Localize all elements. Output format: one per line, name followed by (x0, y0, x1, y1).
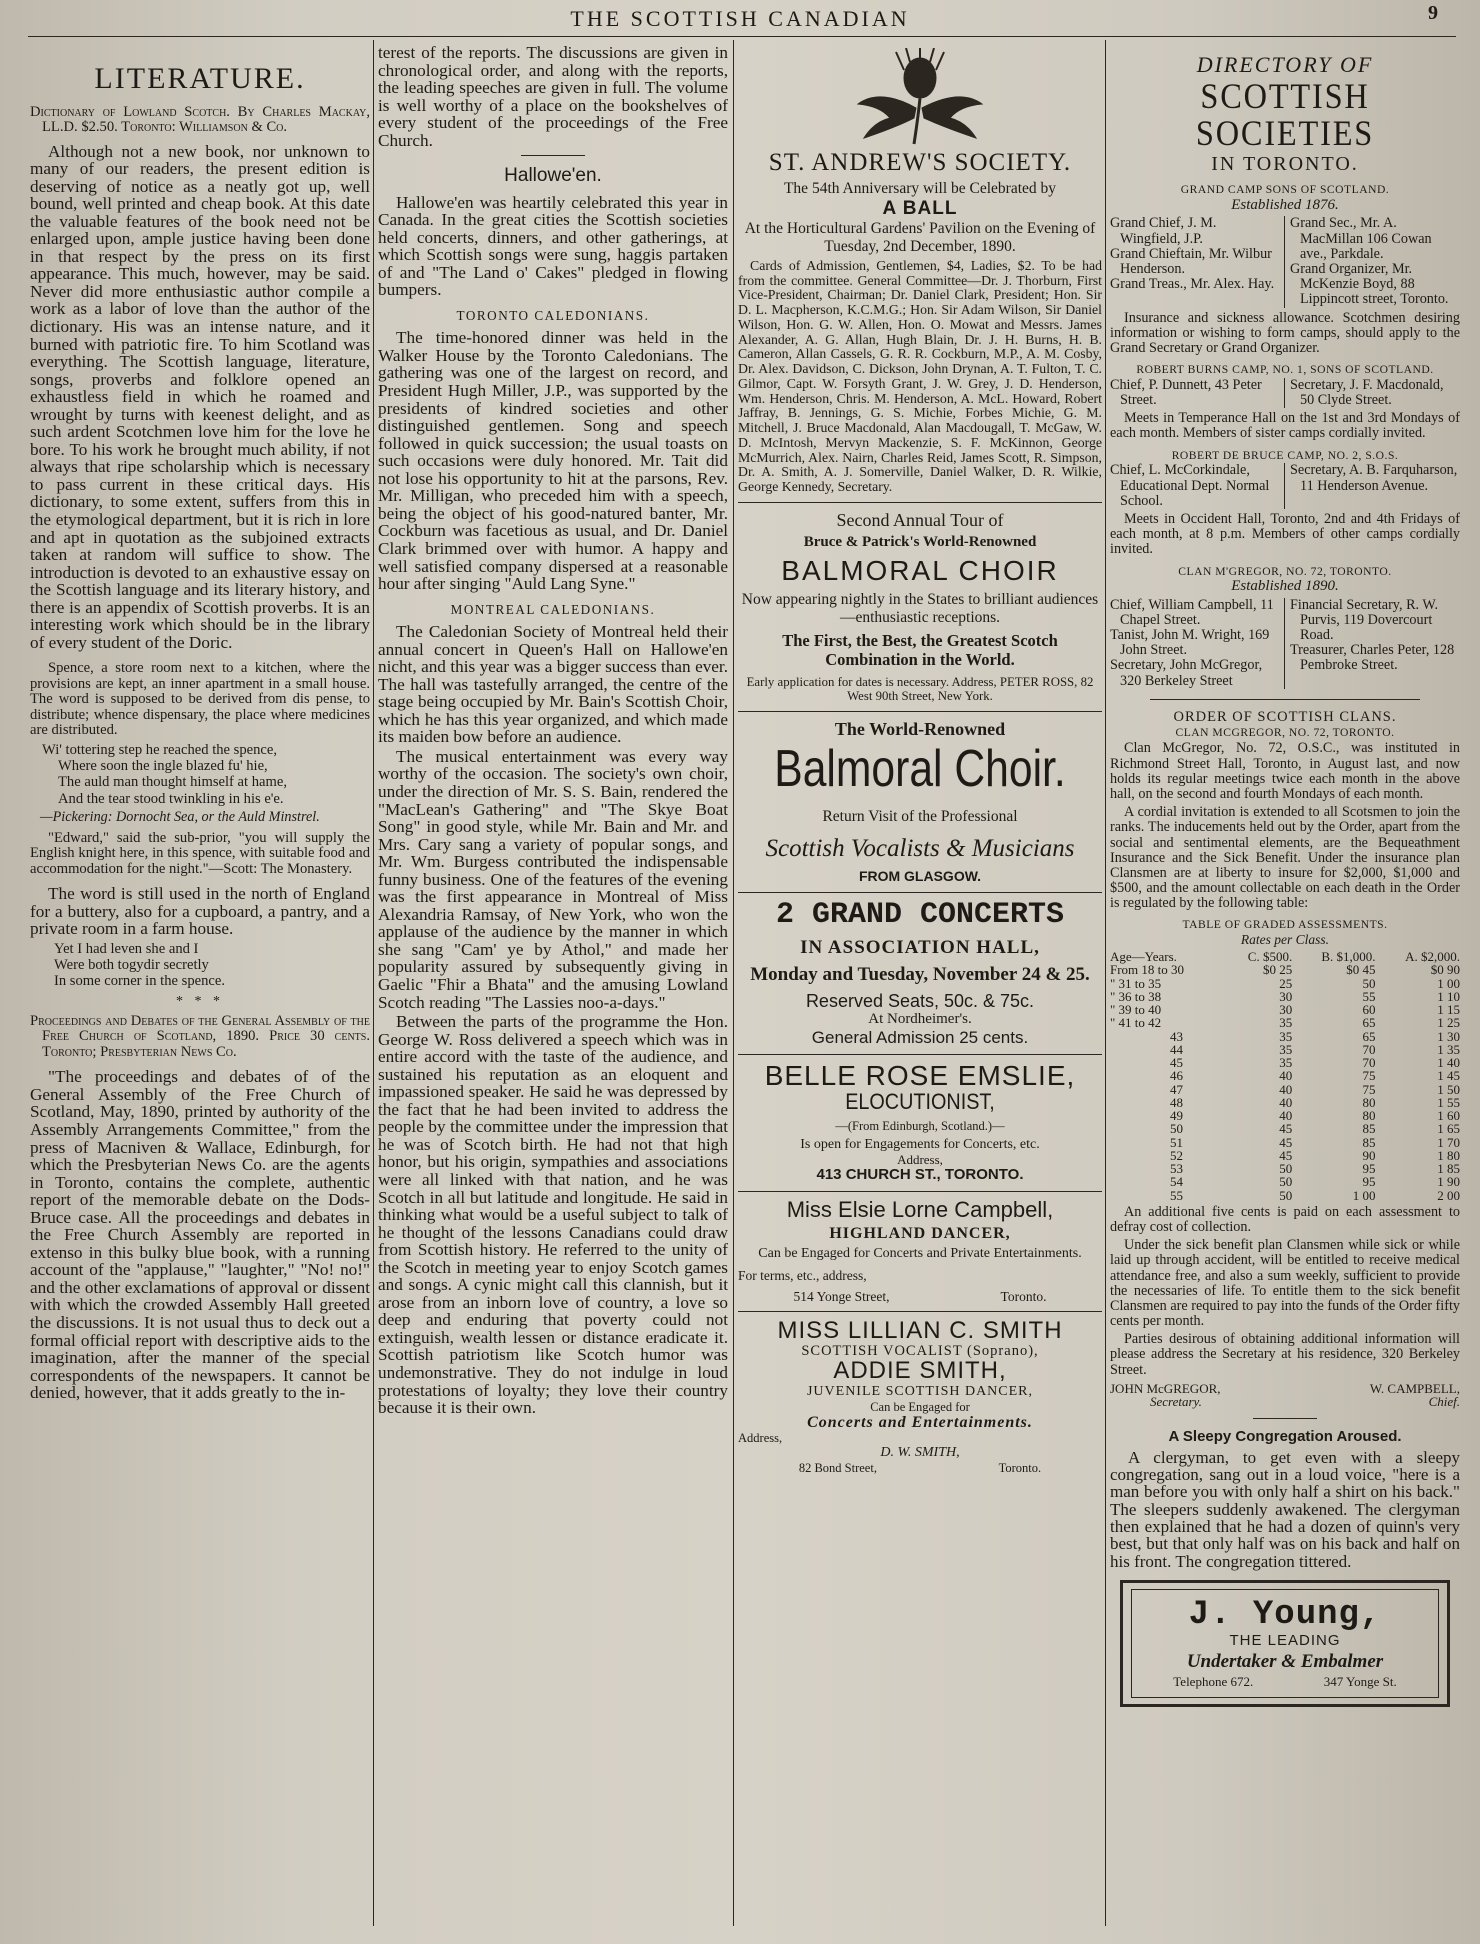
proceedings-citation: Proceedings and Debates of the General Assembly of the Free Church of Scotland, 1890. Price 30 cents. Toronto; Presbyterian News Co. (30, 1012, 370, 1060)
grand-camp-note: Insurance and sickness allowance. Scotchmen desiring information or wishing to form camps, should apply to the Grand Secretary or Grand Organizer. (1110, 309, 1460, 356)
montreal-heading: MONTREAL CALEDONIANS. (450, 601, 656, 617)
lillian-title: SCOTTISH VOCALIST (Soprano), (801, 1343, 1039, 1360)
balmoral-address: Early application for dates is necessary. Address, PETER ROSS, 82 West 90th Street, New York. (746, 675, 1094, 704)
balmoral2-renowned: The World-Renowned (834, 718, 1006, 739)
young-name: J. Young, (1188, 1595, 1382, 1634)
table-cell: 55 (1362, 988, 1376, 1004)
directory-title: DIRECTORY OF (1196, 52, 1374, 77)
elsie-name: Miss Elsie Lorne Campbell, (786, 1197, 1054, 1223)
table-cell: " 31 to 35 (1110, 975, 1162, 991)
table-cell: 55 (1170, 1187, 1183, 1203)
table-cell: 45 (1279, 1134, 1293, 1150)
balmoral-tour: Second Annual Tour of (836, 509, 1004, 530)
sig-right-role: Chief. (1428, 1394, 1460, 1410)
table-cell: 75 (1362, 1068, 1376, 1084)
association-hall: IN ASSOCIATION HALL, (800, 936, 1040, 958)
table-cell: $0 25 (1262, 962, 1293, 978)
balmoral2-title: Balmoral Choir. (774, 739, 1066, 798)
table-cell: 49 (1170, 1108, 1183, 1124)
order-paragraph: An additional five cents is paid on each assessment to defray cost of collection. (1110, 1203, 1460, 1235)
toronto-heading: TORONTO CALEDONIANS. (456, 307, 650, 323)
young-contact (1138, 1675, 1432, 1688)
sig-right-name: W. CAMPBELL, (1369, 1380, 1460, 1396)
proceedings-review: "The proceedings and debates of of the General Assembly of the Free Church of Scotland, May, 1890, printed by authority of the Assembly Arrangements Committee," from the press of Macniven & Wallace, Edinburgh, for which the Presbyterian News Co. are the agents in Toronto, contains the complete, authentic report of the memorable debate on the Dods-Bruce case. All the proceedings and debates in the Free Church Assembly are reported in extenso in this bulky blue book, with a running account of the "applause," "laughter," "No! no!" and the other exclamations of approval or dissent with which the crowded Assembly Hall greeted the discussions. It is not usual thus to deck out a formal official report with descriptive aids to the imagination, after the manner of the special correspondents of the newspapers. It cannot be denied, however, that it adds greatly to the in- (30, 1067, 370, 1403)
grand-camp-officers: Grand Chief, J. M. Wingfield, J.P. Grand Chieftain, Mr. Wilbur Henderson. Grand Treas., Mr. Alex. Hay. Grand Sec., Mr. A. MacMillan 106 Cowan ave., Parkdale. Grand Organizer, Mr. McKenzie Boyd, 88 Lippincott street, Toronto. (1110, 215, 1449, 308)
dictionary-citation: Dictionary of Lowland Scotch. By Charles Mackay, LL.D. $2.50. Toronto: Williamson & Co. (30, 103, 370, 136)
verse-attribution: —Pickering: Dornocht Sea, or the Auld Minstrel. (40, 809, 320, 826)
belle-from: —(From Edinburgh, Scotland.)— (835, 1119, 1005, 1134)
table-row (1110, 1109, 1460, 1122)
table-cell: 1 70 (1437, 1134, 1460, 1150)
elsie-title: HIGHLAND DANCER, (829, 1224, 1011, 1242)
halloween-title: Hallowe'en. (504, 165, 602, 187)
divider (1253, 1418, 1317, 1419)
page-number: 9 (1428, 2, 1438, 24)
balmoral-presenters: Bruce & Patrick's World-Renowned (803, 534, 1037, 551)
column-rule (1105, 40, 1106, 1926)
table-header-cell: A. $2,000. (1405, 949, 1460, 965)
table-cell: 47 (1170, 1081, 1183, 1097)
order-heading: ORDER OF SCOTTISH CLANS. (1173, 708, 1397, 725)
belle-name: BELLE ROSE EMSLIE, (764, 1060, 1076, 1092)
lillian-address (738, 1461, 1102, 1475)
table-cell: 40 (1279, 1081, 1293, 1097)
table-cell: 1 00 (1437, 975, 1460, 991)
table-row (1110, 1096, 1460, 1109)
table-cell: 46 (1170, 1068, 1183, 1084)
table-cell: 1 65 (1437, 1121, 1460, 1137)
young-address: 347 Yonge St. (1323, 1674, 1397, 1690)
section-stars: * * * (176, 993, 224, 1009)
balmoral2-vocalists: Scottish Vocalists & Musicians (765, 835, 1075, 863)
literature-title: LITERATURE. (94, 62, 306, 95)
table-cell: 50 (1170, 1121, 1183, 1137)
standrews-ball: A BALL (882, 197, 958, 219)
grand-camp-heading: GRAND CAMP SONS OF SCOTLAND. (1180, 183, 1390, 197)
table-row (1110, 1056, 1460, 1069)
burns-camp-note: Meets in Temperance Hall on the 1st and 3rd Mondays of each month. Members of sister camps cordially invited. (1110, 410, 1460, 442)
table-cell: 35 (1279, 1015, 1293, 1031)
table-subtitle: Rates per Class. (1240, 932, 1330, 948)
table-cell: 50 (1279, 1187, 1293, 1203)
table-row (1110, 1149, 1460, 1162)
table-cell: 1 50 (1437, 1081, 1460, 1097)
table-cell: 65 (1362, 1015, 1376, 1031)
sig-left-name: JOHN McGREGOR, (1110, 1380, 1221, 1396)
sleepy-text: A clergyman, to get even with a sleepy congregation, sang out in a loud voice, "here is a man before you with only half a shirt on his back." The sleepers suddenly awakened. The clergyman then explained that he had a dozen of quinn's very best, but that only half was on his back and half on his front. The congregation tittered. (1110, 1447, 1460, 1571)
table-header-row (1110, 950, 1460, 963)
table-cell: 70 (1362, 1055, 1376, 1071)
table-row (1110, 1083, 1460, 1096)
table-cell: 48 (1170, 1094, 1183, 1110)
edward-quote: "Edward," said the sub-prior, "you will supply the English knight here, in this spence, with suitable food and accommodation for the night."—Scott: The Monastery. (30, 829, 370, 877)
lillian-name: MISS LILLIAN C. SMITH (777, 1316, 1063, 1344)
table-cell: 1 15 (1437, 1002, 1460, 1018)
advertisements-column (738, 44, 1102, 1928)
table-row (1110, 977, 1460, 990)
table-cell: " 39 to 40 (1110, 1002, 1162, 1018)
balmoral2-return: Return Visit of the Professional (822, 807, 1018, 825)
table-cell: 1 85 (1437, 1161, 1460, 1177)
young-leading: THE LEADING (1229, 1631, 1341, 1649)
table-row (1110, 990, 1460, 1003)
addie-title: JUVENILE SCOTTISH DANCER, (806, 1383, 1034, 1399)
table-cell: $0 90 (1430, 962, 1460, 978)
masthead: THE SCOTTISH CANADIAN (570, 6, 910, 31)
table-cell: 80 (1362, 1094, 1376, 1110)
clan-officers: Chief, William Campbell, 11 Chapel Street. Tanist, John M. Wright, 169 John Street. Secretary, John McGregor, 320 Berkeley Street Financial Secretary, R. W. Purvis, 119 Dovercourt Road. Treasurer, Charles Peter, 128 Pembroke Street. (1110, 596, 1455, 689)
sleepy-title: A Sleepy Congregation Aroused. (1168, 1428, 1402, 1446)
table-row (1110, 1069, 1460, 1082)
table-cell: 80 (1362, 1108, 1376, 1124)
belle-engagements: Is open for Engagements for Concerts, etc. (800, 1137, 1040, 1153)
young-undertaker: Undertaker & Embalmer (1186, 1650, 1384, 1672)
table-cell: 95 (1362, 1161, 1376, 1177)
table-cell: 90 (1362, 1147, 1376, 1163)
dictionary-review: Although not a new book, nor unknown to many of our readers, the present edition is deserving of notice as a neatly got up, well bound, well printed and cheap book. At this date the valuable features of the book need not be enlarged upon, ample justice having been done in that respect by the press on its first appearance. This much, however, may be said. Never did more enthusiastic author compile a work as a labor of love than the author of the dictionary. His was an intense nature, and it burned with patriotic fire. To him Scotland was everything. The Scottish language, literature, songs, proverbs and folklore opened an exhaustless field in which he roamed and wrought by turns with keenest delight, and as such ardent Scotchmen love him for the love he bore. To his work he brought much ability, if not always that ripe scholarship which is necessary to pass current in these critical days. His dictionary, to some extent, suffers from this in the etymological department, but it is rich in lore and apt in quotation as the subjoined extracts taken at random will suffice to show. The introduction is devoted to an exhaustive essay on the Scottish language and its literary history, and there is an appendix of Scottish proverbs. It is an interesting work which should be in the library of every student of the Doric. (30, 141, 370, 652)
table-cell: 95 (1362, 1174, 1376, 1190)
table-header-cell: Age—Years. (1110, 949, 1177, 965)
table-cell: 52 (1170, 1147, 1183, 1163)
elsie-terms: For terms, etc., address, (738, 1267, 867, 1283)
table-cell: 75 (1362, 1081, 1376, 1097)
table-cell: 65 (1362, 1028, 1376, 1044)
table-cell: 54 (1170, 1174, 1183, 1190)
table-row (1110, 1136, 1460, 1149)
rates-body (1110, 950, 1460, 1202)
clan-heading: CLAN M'GREGOR, NO. 72, TORONTO. (1178, 564, 1392, 578)
standrews-title: ST. ANDREW'S SOCIETY. (768, 149, 1072, 176)
divider (1150, 699, 1420, 700)
addie-name: ADDIE SMITH, (833, 1357, 1007, 1385)
table-cell: 40 (1279, 1068, 1293, 1084)
belle-title: ELOCUTIONIST, (845, 1088, 995, 1114)
ad-separator (738, 711, 1102, 712)
burns-camp-officers: Chief, P. Dunnett, 43 Peter Street. Secretary, J. F. Macdonald, 50 Clyde Street. (1110, 376, 1444, 409)
table-cell: 40 (1279, 1108, 1293, 1124)
table-cell: 85 (1362, 1134, 1376, 1150)
column-rule (373, 40, 374, 1926)
order-paragraph: Under the sick benefit plan Clansmen while sick or while laid up through accident, will be entitled to receive medical attendance free, and also a sum weekly, sufficient to provide the necessaries of life. To entitle them to the sick benefit Clansmen are required to pay into the funds of the Order fifty cents per month. (1110, 1237, 1460, 1330)
proceedings-continued: terest of the reports. The discussions are given in chronological order, and along with the reports, the leading speeches are given in full. The volume is well worthy of a place on the bookshelves of every student of the proceedings of the Free Church. (378, 44, 728, 150)
table-cell: 50 (1279, 1161, 1293, 1177)
elsie-address (738, 1289, 1102, 1304)
table-title: TABLE OF GRADED ASSESSMENTS. (1182, 918, 1388, 932)
nordheimers: At Nordheimer's. (868, 1011, 972, 1028)
table-cell: 44 (1170, 1041, 1183, 1057)
directory-title-main: SCOTTISH SOCIETIES (1195, 76, 1375, 154)
table-cell: 1 55 (1437, 1094, 1460, 1110)
spence-definition: Spence, a store room next to a kitchen, where the provisions are kept, an inner apartment in a small house. The word is supposed to be derived from dis pense, to distribute; whence dispensary, the place where medicines are distributed. (30, 660, 370, 739)
table-cell: 1 40 (1437, 1055, 1460, 1071)
order-paragraph: Parties desirous of obtaining additional information will please address the Secretary at his residence, 320 Berkeley Street. (1110, 1331, 1460, 1378)
table-cell: 53 (1170, 1161, 1183, 1177)
sig-left-role: Secretary. (1150, 1394, 1202, 1410)
order-paragraph: A cordial invitation is extended to all Scotsmen to join the ranks. The inducements held out by the Order, apart from the social and sentimental elements, are the Bequeathment Insurance and the Sick Benefit. Under the insurance plan Clansmen are at liberty to insure for $2,000, $1,000 and $500, and the amount collectable on each death in the Order is regulated by the following table: (1110, 804, 1460, 912)
table-cell: " 36 to 38 (1110, 988, 1162, 1004)
table-cell: 43 (1170, 1028, 1183, 1044)
lillian-contact: D. W. SMITH, (880, 1445, 960, 1461)
word-still-used: The word is still used in the north of England for a buttery, also for a cupboard, a pantry, and a private room in a farm house. (30, 884, 370, 939)
table-header-cell: C. $500. (1247, 949, 1293, 965)
lillian-address-label: Address, (738, 1431, 783, 1446)
balmoral-appearing: Now appearing nightly in the States to brilliant audiences—enthusiastic receptions. (741, 591, 1099, 626)
reserved-seats: Reserved Seats, 50c. & 75c. (805, 991, 1035, 1012)
table-row (1110, 1030, 1460, 1043)
general-admission: General Admission 25 cents. (811, 1028, 1029, 1048)
table-cell: 70 (1362, 1041, 1376, 1057)
standrews-committee: Cards of Admission, Gentlemen, $4, Ladies, $2. To be had from the committee. General Committee—Dr. J. Thorburn, First Vice-President, Chairman; Dr. Daniel Clark, President; Hon. Sir D. L. Macpherson, K.C.M.G.; Hon. Sir Adam Wilson, Sir Daniel Wilson, Hon. G. W. Allen, Hon. O. Mowat and Messrs. James Alexander, A. G. Allan, Hugh Blain, Dr. J. H. Burns, H. B. Cameron, Allan Cassels, G. R. R. Cockburn, M.P., A. M. Cosby, Dr. Alex. Davidson, C. Dickson, John Drynan, A. T. Fulton, T. C. Gilmor, Capt. W. Forsyth Grant, J. W. Grey, J. D. Henderson, Wm. Henderson, Chris. M. Henderson, A. McL. Howard, Robert Jaffray, B. Jennings, G. S. Michie, Forbes Michie, G. M. Mitchell, J. Bruce Macdonald, Alan Macdougall, T. McGaw, W. D. McIntosh, Mervyn Mackenzie, S. F. McKinnon, George McMurrich, Alex. Nairn, Charles Reid, James Scott, R. Simpson, Dr. A. Smith, A. J. Somerville, Daniel Walker, D. R. Wilkie, George Kennedy, Secretary. (738, 257, 1102, 495)
table-cell: 50 (1279, 1174, 1293, 1190)
thistle-icon (850, 48, 990, 148)
table-cell: 1 90 (1437, 1174, 1460, 1190)
clan-established: Established 1890. (1231, 578, 1339, 595)
lillian-engaged: Can be Engaged for (870, 1399, 970, 1414)
table-cell: $0 45 (1346, 962, 1376, 978)
table-cell: 35 (1279, 1028, 1293, 1044)
elsie-engagements: Can be Engaged for Concerts and Private Entertainments. (758, 1245, 1082, 1261)
belle-address: 413 CHURCH ST., TORONTO. (816, 1166, 1024, 1184)
elsie-street: 514 Yonge Street, (793, 1288, 890, 1304)
table-cell: 1 80 (1437, 1147, 1460, 1163)
montreal-paragraph: Between the parts of the programme the Hon. George W. Ross delivered a speech which was in entire accord with the taste of the audience, and sustained his reputation as an eloquent and impassioned speaker. He said he was depressed by the fact that he had been invited to address the people by the committee under the impression that he was of Scotch birth. He had not that high honor, but his origin, sympathies and associations were all linked with that nation, and he was Scotch in all but latitude and longitude. He said in thinking what would be a useful subject to talk of he thought of the lessons Canadians could draw from Scottish history. He referred to the unity of the Scotch in meeting year to enjoy Scotch games and songs. A cynic might call this clannish, but it arose from an inborn love of country, a love so deep and enduring that poverty could not extinguish, wealth lessen or distance eradicate it. Scottish patriotism like Scotch humor was undemonstrative. They do not indulge in loud protestations of loyalty; they love their country because it is their own. (378, 1012, 728, 1418)
lillian-concerts: Concerts and Entertainments. (807, 1413, 1033, 1431)
divider (521, 155, 585, 156)
table-cell: From 18 to 30 (1110, 962, 1185, 978)
grand-concerts: 2 GRAND CONCERTS (775, 897, 1065, 932)
bruce-camp-note: Meets in Occident Hall, Toronto, 2nd and 4th Fridays of each month, at 8 p.m. Members of other camps cordially invited. (1110, 511, 1460, 558)
table-row (1110, 1162, 1460, 1175)
bruce-camp-heading: ROBERT DE BRUCE CAMP, NO. 2, S.O.S. (1171, 448, 1399, 462)
table-cell: 45 (1279, 1121, 1293, 1137)
young-advertisement (1120, 1580, 1450, 1707)
table-cell: 1 00 (1352, 1187, 1376, 1203)
table-cell: 1 25 (1437, 1015, 1460, 1031)
ad-separator (738, 1191, 1102, 1192)
table-row (1110, 1175, 1460, 1188)
ad-separator (738, 502, 1102, 503)
ad-separator (738, 1311, 1102, 1312)
table-cell: 50 (1362, 975, 1376, 991)
table-row (1110, 963, 1460, 976)
table-cell: 1 10 (1437, 988, 1460, 1004)
table-cell: 45 (1170, 1055, 1183, 1071)
table-cell: 1 45 (1437, 1068, 1460, 1084)
table-row (1110, 1003, 1460, 1016)
concert-dates: Monday and Tuesday, November 24 & 25. (750, 963, 1090, 985)
table-cell: 45 (1279, 1147, 1293, 1163)
montreal-paragraph: The musical entertainment was every way worthy of the occasion. The society's own choir, under the direction of Mr. S. S. Bain, rendered the "MacLean's Gathering" and "The Skye Boat Song" in good style, while Mr. Bain and Mr. and Mrs. Cary sang a variety of popular songs, and Mr. Wm. Burgess contributed the indispensable funny business. One of the features of the evening was the first appearance in Montreal of Miss Alexandria Ramsay, of New York, who won the applause of the audience by the manner in which she sang "Cam' ye by Athol," and made her popularity assured by subsequently giving in Gaelic "Fhir a Bhata" and the amusing Lowland Scotch reading "The Lassies noo-a-days." (378, 746, 728, 1012)
table-cell: 60 (1362, 1002, 1376, 1018)
table-cell: 25 (1279, 975, 1293, 991)
table-cell: " 41 to 42 (1110, 1015, 1162, 1031)
lillian-city: Toronto. (998, 1461, 1042, 1476)
halloween-column (378, 44, 728, 1928)
table-cell: 35 (1279, 1041, 1293, 1057)
order-subheading: CLAN MCGREGOR, NO. 72, TORONTO. (1175, 725, 1395, 739)
table-row (1110, 1122, 1460, 1135)
balmoral-slogan: The First, the Best, the Greatest Scotch Combination in the World. (782, 631, 1058, 669)
table-cell: 1 35 (1437, 1041, 1460, 1057)
directory-column (1110, 44, 1460, 1928)
table-cell: 85 (1362, 1121, 1376, 1137)
table-cell: 40 (1279, 1094, 1293, 1110)
literature-column (30, 44, 370, 1928)
table-cell: 1 30 (1437, 1028, 1460, 1044)
burns-camp-heading: ROBERT BURNS CAMP, NO. 1, SONS OF SCOTLAND. (1136, 363, 1434, 377)
halloween-intro: Hallowe'en was heartily celebrated this year in Canada. In the great cities the Scottish societies held concerts, dinners, and other gatherings, at which Scottish songs were sung, haggis partaken of and "The Land o' Cakes" pledged in flowing bumpers. (378, 192, 728, 300)
balmoral-choir-title: BALMORAL CHOIR (781, 554, 1059, 586)
standrews-line: The 54th Anniversary will be Celebrated by (783, 179, 1057, 197)
table-cell: 51 (1170, 1134, 1183, 1150)
verse-spence: Yet I had leven she and I Were both togydir secretly In some corner in the spence. (54, 940, 226, 990)
table-header-cell: B. $1,000. (1321, 949, 1376, 965)
standrews-venue: At the Horticultural Gardens' Pavilion on the Evening of Tuesday, 2nd December, 1890. (744, 220, 1096, 255)
order-signatures (1110, 1382, 1460, 1409)
bruce-camp-officers: Chief, L. McCorkindale, Educational Dept. Normal School. Secretary, A. B. Farquharson, 11 Henderson Avenue. (1110, 462, 1458, 509)
toronto-text: The time-honored dinner was held in the Walker House by the Toronto Caledonians. The gathering was one of the largest on record, and President Hugh Miller, J.P., was supported by the presidents of kindred societies and other distinguished gentlemen. Song and speech followed in quick succession; the usual toasts on such occasions were duly honored. Mr. Tait did not lose his opportunity to hit at the parsons, Rev. Mr. Milligan, who preceded him with a speech, being the object of his good-natured banter, Mr. Cockburn was facetious as usual, and Dr. Daniel Clark brimmed over with humor. A happy and well satisfied company dispersed at a reasonable hour after singing "Auld Lang Syne." (378, 328, 728, 594)
young-phone: Telephone 672. (1173, 1674, 1254, 1690)
table-cell: 30 (1279, 988, 1293, 1004)
table-cell: 2 00 (1437, 1187, 1460, 1203)
table-row (1110, 1043, 1460, 1056)
column-rule (733, 40, 734, 1926)
elsie-city: Toronto. (1000, 1288, 1047, 1304)
order-paragraph: Clan McGregor, No. 72, O.S.C., was instituted in Richmond Street Hall, Toronto, in August last, and now holds its regular meetings twice each month in the above hall, on the second and fourth Mondays of each month. (1110, 740, 1460, 802)
ad-separator (738, 1054, 1102, 1055)
ad-separator (738, 892, 1102, 893)
table-cell: 1 60 (1437, 1108, 1460, 1124)
grand-camp-established: Established 1876. (1231, 197, 1339, 214)
balmoral2-glasgow: FROM GLASGOW. (858, 868, 982, 885)
table-cell: 35 (1279, 1055, 1293, 1071)
directory-title-city: IN TORONTO. (1211, 152, 1359, 175)
table-row (1110, 1189, 1460, 1202)
belle-address-label: Address, (897, 1151, 943, 1167)
montreal-paragraph: The Caledonian Society of Montreal held their annual concert in Queen's Hall on Hallowe'en nicht, and this year was a bigger success than ever. The hall was tastefully arranged, the centre of the stage being occupied by Mr. Bain's Scottish Choir, which he has this year organized, and which made its maiden bow before an audience. (378, 622, 728, 747)
table-row (1110, 1016, 1460, 1029)
top-rule (28, 36, 1456, 37)
table-cell: 30 (1279, 1002, 1293, 1018)
verse-pickering: Wi' tottering step he reached the spence, Where soon the ingle blazed fu' hie, The auld man thought himself at hame, And the tear stood twinkling in his e'e. (42, 741, 287, 807)
lillian-street: 82 Bond Street, (798, 1461, 877, 1476)
graded-assessments-table (1110, 950, 1460, 1202)
